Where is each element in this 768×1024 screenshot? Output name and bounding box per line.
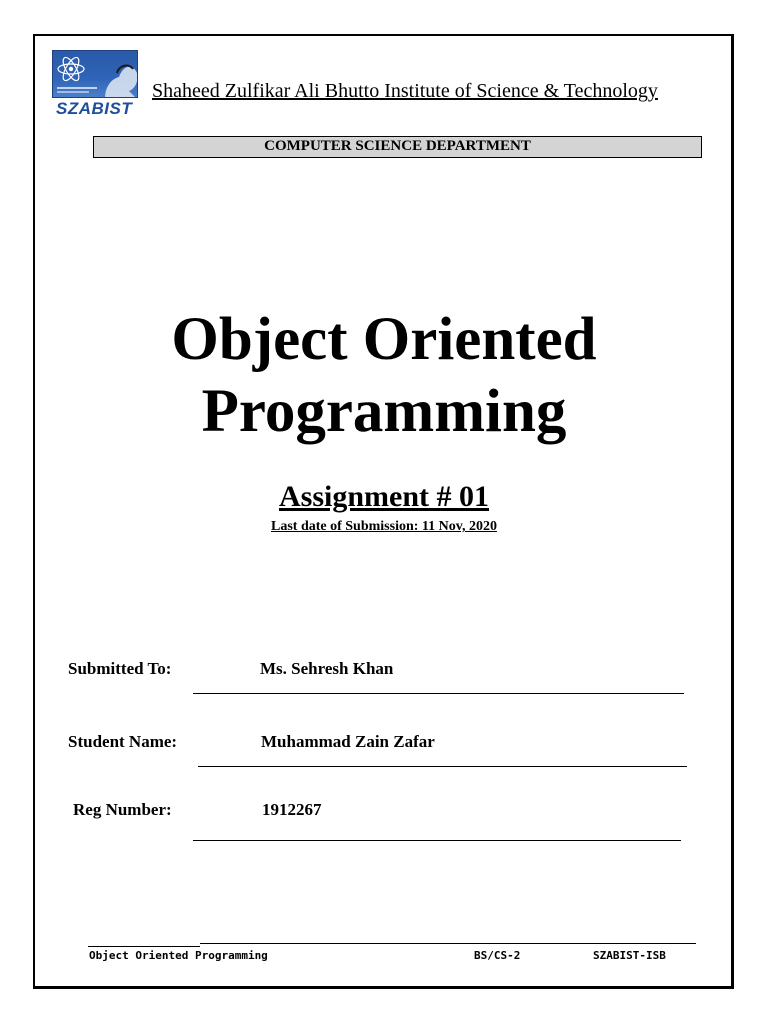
reg-number-value: 1912267 xyxy=(262,800,322,819)
footer-course: Object Oriented Programming xyxy=(89,949,268,962)
course-title-line-1: Object Oriented xyxy=(171,306,597,373)
footer-rule xyxy=(200,943,696,944)
course-title xyxy=(0,304,768,448)
department-banner: COMPUTER SCIENCE DEPARTMENT xyxy=(93,136,702,158)
assignment-number: Assignment # 01 xyxy=(278,480,489,513)
reg-number-label: Reg Number: xyxy=(73,800,172,819)
submitted-to-value: Ms. Sehresh Khan xyxy=(260,659,394,678)
student-name-underline xyxy=(198,766,687,767)
student-name-value: Muhammad Zain Zafar xyxy=(261,732,435,751)
footer-rule-left xyxy=(88,946,200,947)
atom-emblem-icon xyxy=(53,51,138,98)
submitted-to-underline xyxy=(193,693,684,694)
student-name-label: Student Name: xyxy=(68,732,178,751)
submission-deadline: Last date of Submission: 11 Nov, 2020 xyxy=(271,519,497,534)
footer-class: BS/CS-2 xyxy=(474,949,521,962)
course-title-line-2: Programming xyxy=(201,378,567,445)
institute-name: Shaheed Zulfikar Ali Bhutto Institute of Science & Technology xyxy=(152,80,658,102)
logo-wordmark: SZABIST xyxy=(56,99,133,118)
szabist-logo xyxy=(52,50,140,118)
reg-number-underline xyxy=(193,840,681,841)
logo-emblem xyxy=(52,50,138,98)
submitted-to-label: Submitted To: xyxy=(68,659,172,678)
footer-campus: SZABIST-ISB xyxy=(593,949,666,962)
